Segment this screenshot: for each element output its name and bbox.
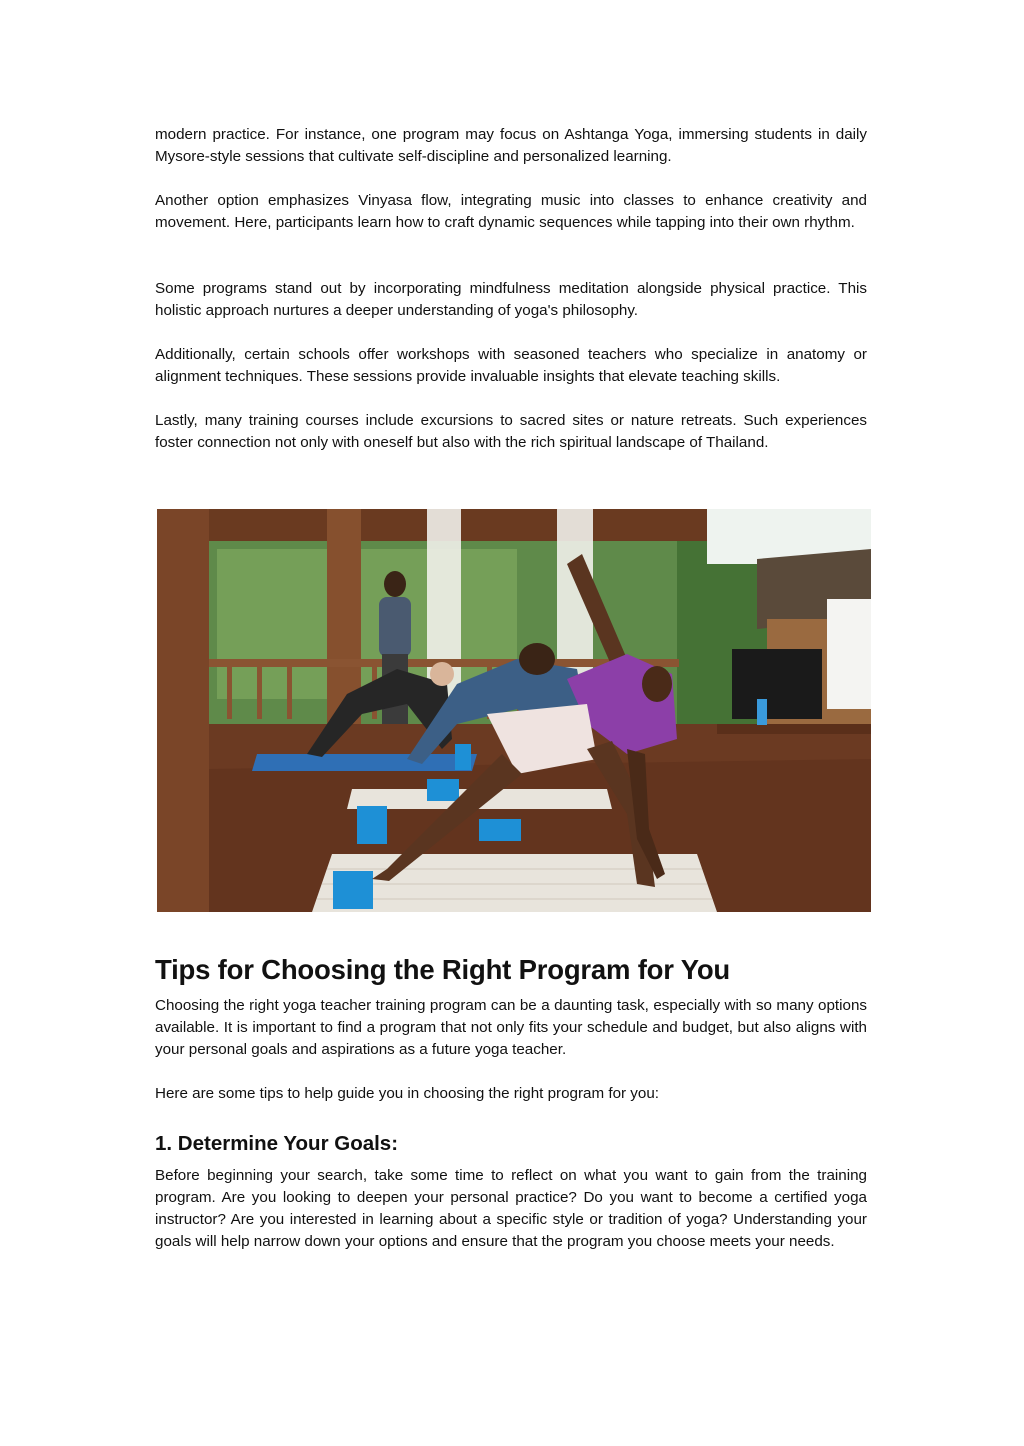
paragraph-lead: Here are some tips to help guide you in choosing the right program for you:: [155, 1085, 659, 1102]
yoga-block: [479, 819, 521, 841]
paragraph-vinyasa: Another option emphasizes Vinyasa flow, integrating music into classes to enhance creativity and movement. Here, participants learn how to craft dynamic sequences while tapping into their own rhythm.: [155, 192, 867, 231]
paragraph-mindfulness: Some programs stand out by incorporating mindfulness meditation alongside physical practice. This holistic approach nurtures a deeper understanding of yoga's philosophy.: [155, 280, 867, 319]
pillar-left: [157, 509, 209, 912]
paragraph-goals: Before beginning your search, take some time to reflect on what you want to gain from the training program. Are you looking to deepen your personal practice? Do you want to become a certified yoga instructor? Are you interested in learning about a specific style or tradition of yoga? Understanding your goals will help narrow down your options and ensure that the program you choose meets your needs.: [155, 1167, 867, 1250]
paragraph-workshops: Additionally, certain schools offer workshops with seasoned teachers who specialize in anatomy or alignment techniques. These sessions provide invaluable insights that elevate teaching skills.: [155, 346, 867, 385]
paragraph-ashtanga: modern practice. For instance, one program may focus on Ashtanga Yoga, immersing students in daily Mysore-style sessions that cultivate self-discipline and personalized learning.: [155, 126, 867, 165]
yoga-block: [357, 806, 387, 844]
yoga-class-photo: [157, 509, 871, 912]
paragraph-excursions: Lastly, many training courses include excursions to sacred sites or nature retreats. Such experiences foster connection not only with oneself but also with the rich spiritual landscape of Thailand.: [155, 412, 867, 451]
instructor: [379, 597, 411, 657]
paragraph-intro: Choosing the right yoga teacher training program can be a daunting task, especially with so many options available. It is important to find a program that not only fits your schedule and budget, but also aligns with your personal goals and aspirations as a future yoga teacher.: [155, 997, 867, 1058]
subsection-heading: 1. Determine Your Goals:: [155, 1132, 399, 1155]
yoga-block: [427, 779, 459, 801]
blue-mat: [252, 754, 477, 771]
yoga-block: [455, 744, 471, 770]
tv-screen: [732, 649, 822, 719]
whiteboard: [827, 599, 871, 709]
yoga-block: [333, 871, 373, 909]
section-heading: Tips for Choosing the Right Program for You: [155, 954, 731, 985]
sanitizer-bottle: [757, 699, 767, 725]
